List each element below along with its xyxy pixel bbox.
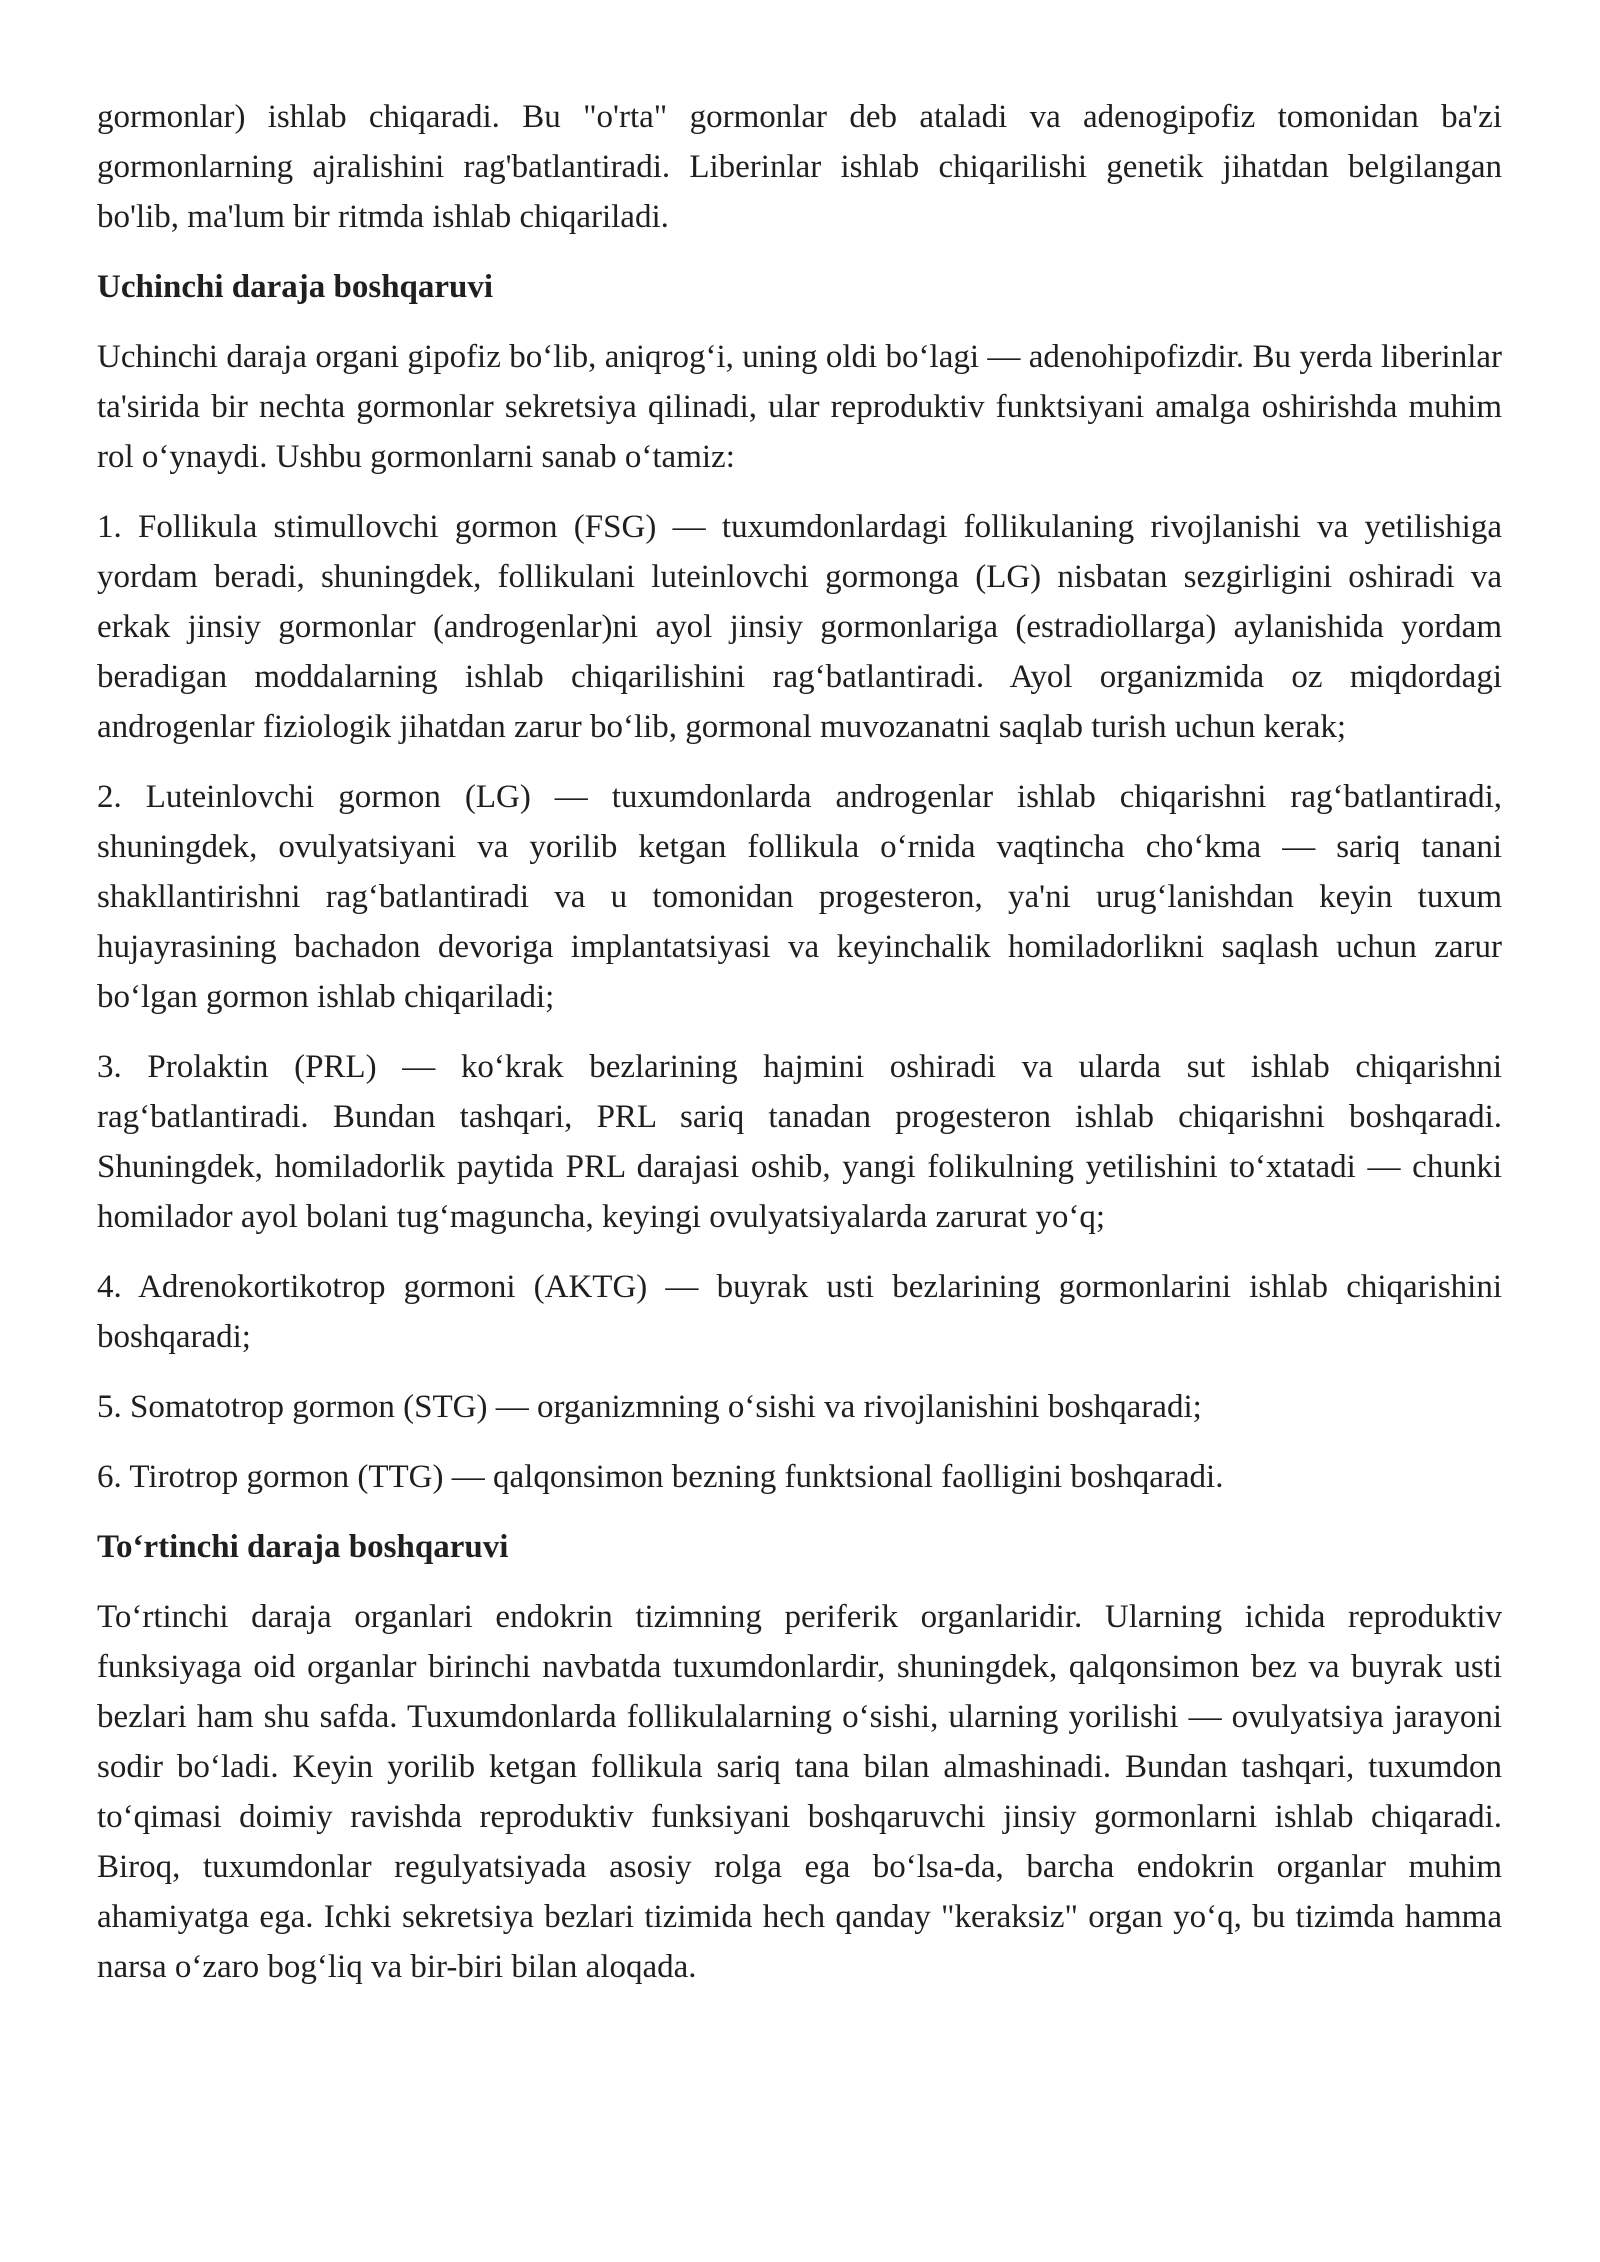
list-item-stg: 5. Somatotrop gormon (STG) — organizmning o‘sishi va rivojlanishini boshqaradi;: [97, 1389, 1202, 1425]
intro-paragraph: gormonlar) ishlab chiqaradi. Bu "o'rta" gormonlar deb ataladi va adenogipofiz tomonidan ba'zi gormonlarning ajralishini rag'batlantiradi. Liberinlar ishlab chiqarilishi genetik jihatdan belgilangan bo'lib, ma'lum bir ritmda ishlab chiqariladi.: [97, 99, 1502, 235]
document-page: [97, 92, 1502, 2012]
list-item-lg: 2. Luteinlovchi gormon (LG) — tuxumdonlarda androgenlar ishlab chiqarishni rag‘batlantiradi, shuningdek, ovulyatsiyani va yorilib ketgan follikula o‘rnida vaqtincha cho‘kma — sariq tanani shakllantirishni rag‘batlantiradi va u tomonidan progesteron, ya'ni urug‘lanishdan keyin tuxum hujayrasining bachadon devoriga implantatsiyasi va keyinchalik homiladorlikni saqlash uchun zarur bo‘lgan gormon ishlab chiqariladi;: [97, 779, 1502, 1015]
list-item-ttg: 6. Tirotrop gormon (TTG) — qalqonsimon bezning funktsional faolligini boshqaradi.: [97, 1459, 1224, 1495]
list-item-prl: 3. Prolaktin (PRL) — ko‘krak bezlarining hajmini oshiradi va ularda sut ishlab chiqarishni rag‘batlantiradi. Bundan tashqari, PRL sariq tanadan progesteron ishlab chiqarishni boshqaradi. Shuningdek, homiladorlik paytida PRL darajasi oshib, yangi folikulning yetilishini to‘xtatadi — chunki homilador ayol bolani tug‘maguncha, keyingi ovulyatsiyalarda zarurat yo‘q;: [97, 1049, 1502, 1235]
section-heading-third-level: Uchinchi daraja boshqaruvi: [97, 269, 494, 305]
fourth-level-paragraph: To‘rtinchi daraja organlari endokrin tizimning periferik organlaridir. Ularning ichida reproduktiv funksiyaga oid organlar birinchi navbatda tuxumdonlardir, shuningdek, qalqonsimon bez va buyrak usti bezlari ham shu safda. Tuxumdonlarda follikulalarning o‘sishi, ularning yorilishi — ovulyatsiya jarayoni sodir bo‘ladi. Keyin yorilib ketgan follikula sariq tana bilan almashinadi. Bundan tashqari, tuxumdon to‘qimasi doimiy ravishda reproduktiv funksiyani boshqaruvchi jinsiy gormonlarni ishlab chiqaradi. Biroq, tuxumdonlar regulyatsiyada asosiy rolga ega bo‘lsa-da, barcha endokrin organlar muhim ahamiyatga ega. Ichki sekretsiya bezlari tizimida hech qanday "keraksiz" organ yo‘q, bu tizimda hamma narsa o‘zaro bog‘liq va bir-biri bilan aloqada.: [97, 1599, 1502, 1985]
section-heading-fourth-level: To‘rtinchi daraja boshqaruvi: [97, 1529, 509, 1565]
third-level-paragraph: Uchinchi daraja organi gipofiz bo‘lib, aniqrog‘i, uning oldi bo‘lagi — adenohipofizdir. Bu yerda liberinlar ta'sirida bir nechta gormonlar sekretsiya qilinadi, ular reproduktiv funktsiyani amalga oshirishda muhim rol o‘ynaydi. Ushbu gormonlarni sanab o‘tamiz:: [97, 339, 1502, 475]
list-item-aktg: 4. Adrenokortikotrop gormoni (AKTG) — buyrak usti bezlarining gormonlarini ishlab chiqarishini boshqaradi;: [97, 1269, 1502, 1355]
list-item-fsg: 1. Follikula stimullovchi gormon (FSG) — tuxumdonlardagi follikulaning rivojlanishi va yetilishiga yordam beradi, shuningdek, follikulani luteinlovchi gormonga (LG) nisbatan sezgirligini oshiradi va erkak jinsiy gormonlar (androgenlar)ni ayol jinsiy gormonlariga (estradiollarga) aylanishida yordam beradigan moddalarning ishlab chiqarilishini rag‘batlantiradi. Ayol organizmida oz miqdordagi androgenlar fiziologik jihatdan zarur bo‘lib, gormonal muvozanatni saqlab turish uchun kerak;: [97, 509, 1502, 745]
